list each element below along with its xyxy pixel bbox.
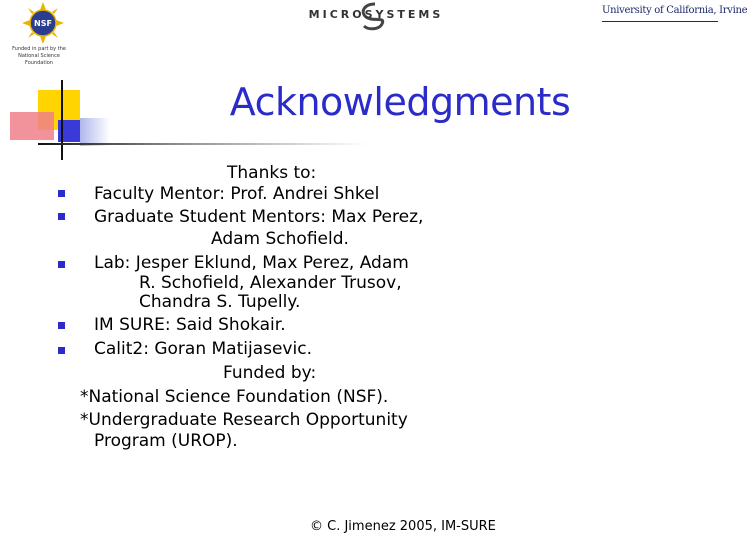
- bullet-marker: [58, 322, 65, 329]
- funding-line: *Undergraduate Research Opportunity: [80, 410, 408, 430]
- microsystems-logo: [306, 2, 446, 32]
- bullet-line: Graduate Student Mentors: Max Perez,: [94, 207, 424, 227]
- bullet-marker: [58, 213, 65, 220]
- copyright-footer: © C. Jimenez 2005, IM-SURE: [310, 519, 496, 534]
- thanks-heading: Thanks to:: [227, 163, 317, 183]
- bullet-line: Calit2: Goran Matijasevic.: [94, 339, 312, 359]
- decor-vertical-line: [61, 80, 63, 160]
- bullet-line: Chandra S. Tupelly.: [139, 292, 301, 312]
- svg-text:NSF: NSF: [34, 19, 52, 28]
- bullet-marker: [58, 190, 65, 197]
- decor-horizontal-line: [38, 143, 368, 145]
- nsf-logo: [6, 2, 72, 76]
- microsystems-logo-text: MICROSYSTEMS: [308, 8, 444, 21]
- nsf-caption: Funded in part by the National Science Foundation: [12, 46, 66, 66]
- funding-line: Program (UROP).: [94, 431, 238, 451]
- bullet-marker: [58, 261, 65, 268]
- university-logo: University of California, Irvine: [602, 5, 718, 22]
- decor-red-square: [10, 112, 54, 140]
- nsf-seal-icon: [22, 2, 64, 44]
- bullet-line: IM SURE: Said Shokair.: [94, 315, 286, 335]
- bullet-line: Faculty Mentor: Prof. Andrei Shkel: [94, 184, 380, 204]
- bullet-line: R. Schofield, Alexander Trusov,: [139, 273, 402, 293]
- decor-gradient-square: [80, 118, 110, 146]
- bullet-marker: [58, 347, 65, 354]
- slide-title: Acknowledgments: [229, 80, 571, 124]
- funding-line: *National Science Foundation (NSF).: [80, 387, 389, 407]
- funded-heading: Funded by:: [223, 363, 317, 383]
- bullet-line: Lab: Jesper Eklund, Max Perez, Adam: [94, 253, 409, 273]
- bullet-line: Adam Schofield.: [211, 229, 349, 249]
